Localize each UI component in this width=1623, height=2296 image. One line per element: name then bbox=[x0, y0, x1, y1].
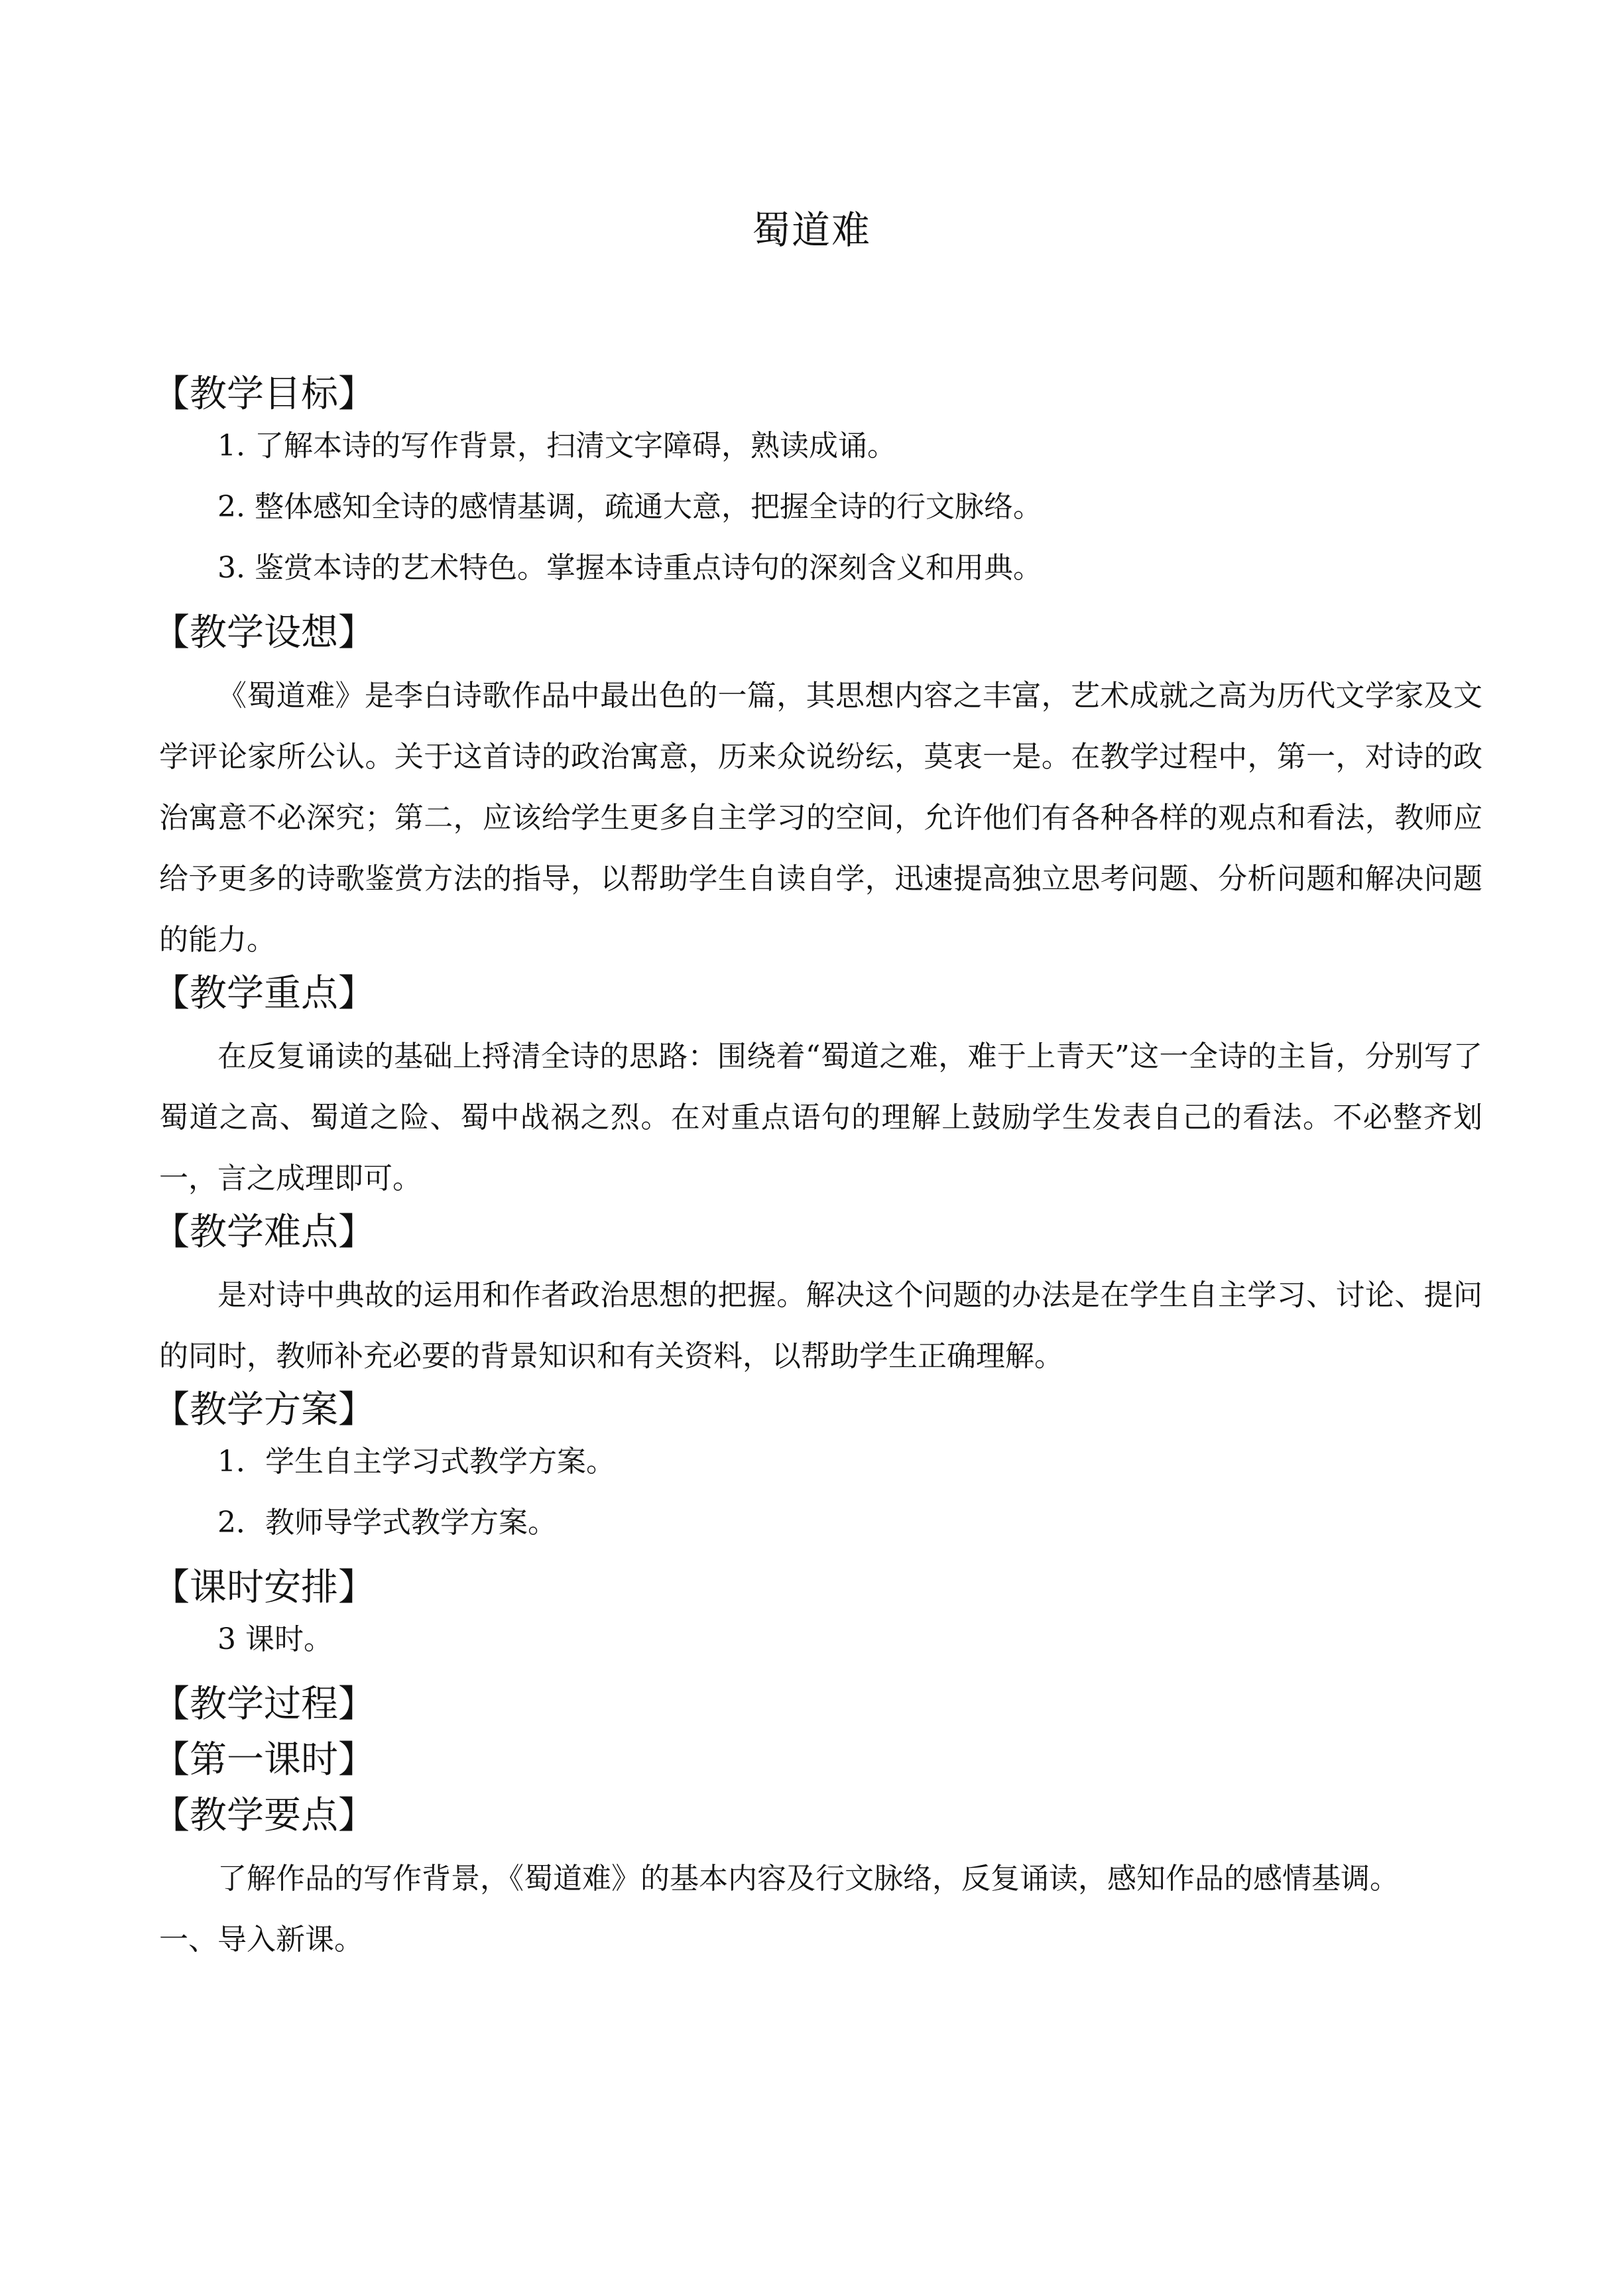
lesson-points-paragraph: 了解作品的写作背景，《蜀道难》的基本内容及行文脉络，反复诵读，感知作品的感情基调。 bbox=[217, 1862, 1399, 1896]
objective-item-1: 1. 了解本诗的写作背景，扫清文字障碍，熟读成诵。 bbox=[217, 429, 896, 463]
section-heading-plans: 【教学方案】 bbox=[152, 1388, 375, 1431]
section-heading-key-points: 【教学重点】 bbox=[152, 972, 375, 1015]
section-heading-process: 【教学过程】 bbox=[152, 1683, 375, 1726]
schedule-text: 3 课时。 bbox=[217, 1622, 333, 1656]
section-heading-schedule: 【课时安排】 bbox=[152, 1566, 375, 1609]
section-heading-design: 【教学设想】 bbox=[152, 611, 375, 654]
objective-item-2: 2. 整体感知全诗的感情基调，疏通大意，把握全诗的行文脉络。 bbox=[217, 490, 1042, 524]
plan-item-2: 2．教师导学式教学方案。 bbox=[217, 1506, 557, 1540]
difficulties-paragraph: 是对诗中典故的运用和作者政治思想的把握。解决这个问题的办法是在学生自主学习、讨论、提问的同时，教师补充必要的背景知识和有关资料，以帮助学生正确理解。 bbox=[159, 1278, 1482, 1373]
design-paragraph: 《蜀道难》是李白诗歌作品中最出色的一篇，其思想内容之丰富，艺术成就之高为历代文学家及文学评论家所公认。关于这首诗的政治寓意，历来众说纷纭，莫衷一是。在教学过程中，第一，对诗的政治寓意不必深究；第二，应该给学生更多自主学习的空间，允许他们有各种各样的观点和看法，教师应给予更多的诗歌鉴赏方法的指导，以帮助学生自读自学，迅速提高独立思考问题、分析问题和解决问题的能力。 bbox=[159, 679, 1482, 957]
document-body bbox=[152, 371, 1482, 1970]
section-heading-objectives: 【教学目标】 bbox=[152, 373, 375, 416]
section-heading-difficulties: 【教学难点】 bbox=[152, 1211, 375, 1254]
objective-item-3: 3. 鉴赏本诗的艺术特色。掌握本诗重点诗句的深刻含义和用典。 bbox=[217, 551, 1042, 585]
step-one-heading: 一、导入新课。 bbox=[159, 1923, 363, 1957]
key-points-paragraph: 在反复诵读的基础上捋清全诗的思路：围绕着“蜀道之难，难于上青天”这一全诗的主旨，分别写了蜀道之高、蜀道之险、蜀中战祸之烈。在对重点语句的理解上鼓励学生发表自己的看法。不必整齐划一，言之成理即可。 bbox=[159, 1040, 1482, 1195]
plan-item-1: 1．学生自主学习式教学方案。 bbox=[217, 1445, 615, 1479]
section-heading-lesson-points: 【教学要点】 bbox=[152, 1794, 375, 1837]
section-heading-first-lesson: 【第一课时】 bbox=[152, 1738, 375, 1782]
page-title: 蜀道难 bbox=[751, 208, 871, 253]
